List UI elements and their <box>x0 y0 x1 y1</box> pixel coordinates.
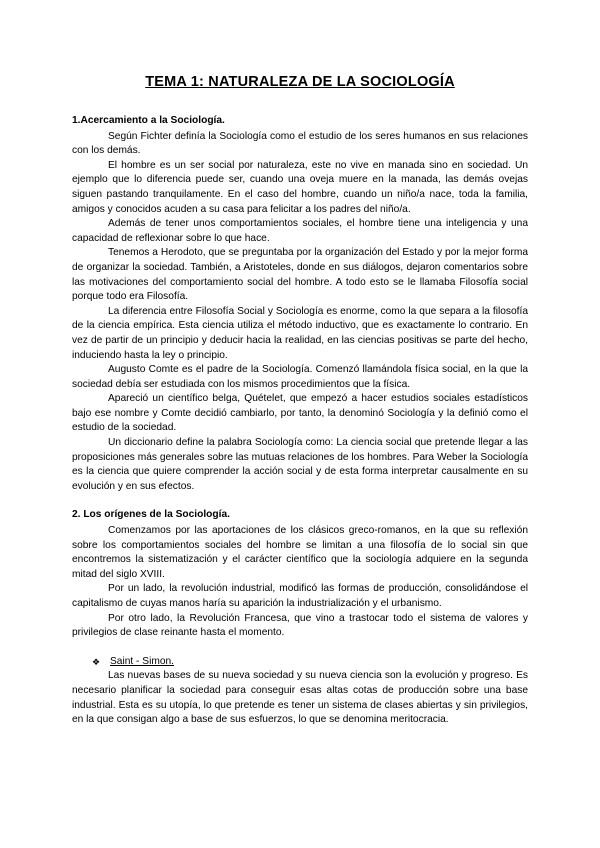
section-2-heading: 2. Los orígenes de la Sociología. <box>72 509 230 521</box>
diamond-bullet-icon: ❖ <box>92 656 101 667</box>
document-page <box>72 66 528 728</box>
paragraph: Por otro lado, la Revolución Francesa, que vino a trastocar todo el sistema de valores y privilegios de clase reinante hasta el momento. <box>72 612 528 639</box>
paragraph: Apareció un científico belga, Quételet, que empezó a hacer estudios sociales estadísticos bajo ese nombre y Comte decidió cambiarlo, por tanto, la denominó Sociología y la definió como el estudio de la sociedad. <box>72 393 528 434</box>
paragraph: Además de tener unos comportamientos sociales, el hombre tiene una inteligencia y una capacidad de reflexionar sobre lo que hace. <box>72 218 528 244</box>
paragraph: Según Fichter definía la Sociología como el estudio de los seres humanos en sus relaciones con los demás. <box>72 130 528 157</box>
paragraph: El hombre es un ser social por naturaleza, este no vive en manada sino en sociedad. Un ejemplo que lo diferencia puede ser, cuando una oveja muere en la manada, las demás ovejas siguen pastando tranquilamente. En el caso del hombre, cuando un niño/a nace, toda la familia, amigos y conocidos acuden a su casa para felicitar a los padres del niño/a. <box>72 159 528 215</box>
paragraph: Tenemos a Herodoto, que se preguntaba por la organización del Estado y por la mejor forma de organizar la sociedad. También, a Aristoteles, donde en sus diálogos, dejaron comentarios sobre las motivaciones del comportamiento social del hombre. A todo esto se le llamaba Filosofía social porque todo era Filosofía. <box>72 247 528 303</box>
paragraph: Por un lado, la revolución industrial, modificó las formas de producción, consolidándose el capitalismo de cuyas manos haría su aparición la industrialización y el urbanismo. <box>72 583 528 609</box>
page-title: TEMA 1: NATURALEZA DE LA SOCIOLOGÍA <box>145 74 455 90</box>
paragraph: La diferencia entre Filosofía Social y Sociología es enorme, como la que separa a la filosofía de la ciencia empírica. Esta ciencia utiliza el método inductivo, que es exactamente lo contrario. En vez de partir de un principio y deducir hacia la realidad, en las ciencias positivas se parte del hecho, induciendo hasta la ley o principio. <box>72 305 528 361</box>
section-1-heading: 1.Acercamiento a la Sociología. <box>72 115 225 126</box>
paragraph: Un diccionario define la palabra Sociología como: La ciencia social que pretende llegar a las proposiciones más generales sobre las mutuas relaciones de los hombres. Para Weber la Sociología es la ciencia que quiere comprender la acción social y de esta forma interpretar causalmente en su evolución y en sus efectos. <box>72 437 528 492</box>
bullet-item <box>72 655 528 670</box>
paragraph: Las nuevas bases de su nueva sociedad y su nueva ciencia son la evolución y progreso. Es necesario planificar la sociedad para conseguir esas altas cotas de producción sobre una base industrial. Esta es su utopía, lo que pretende es tener un sistema de clases abiertas y sin privilegios, en la que consigan algo a base de sus esfuerzos, lo que se denomina meritocracia. <box>72 670 528 726</box>
paragraph: Comenzamos por las aportaciones de los clásicos greco-romanos, en la que su reflexión sobre los comportamientos sociales del hombre se limitan a una filosofía de lo social sin que encontremos la sistematización y el carácter científico que la sociología adquiere en la segunda mitad del siglo XVIII. <box>72 525 528 580</box>
bullet-label: Saint - Simon. <box>110 655 174 667</box>
paragraph: Augusto Comte es el padre de la Sociología. Comenzó llamándola física social, en la que la sociedad debía ser estudiada con los mismos procedimientos que la física. <box>72 364 528 390</box>
